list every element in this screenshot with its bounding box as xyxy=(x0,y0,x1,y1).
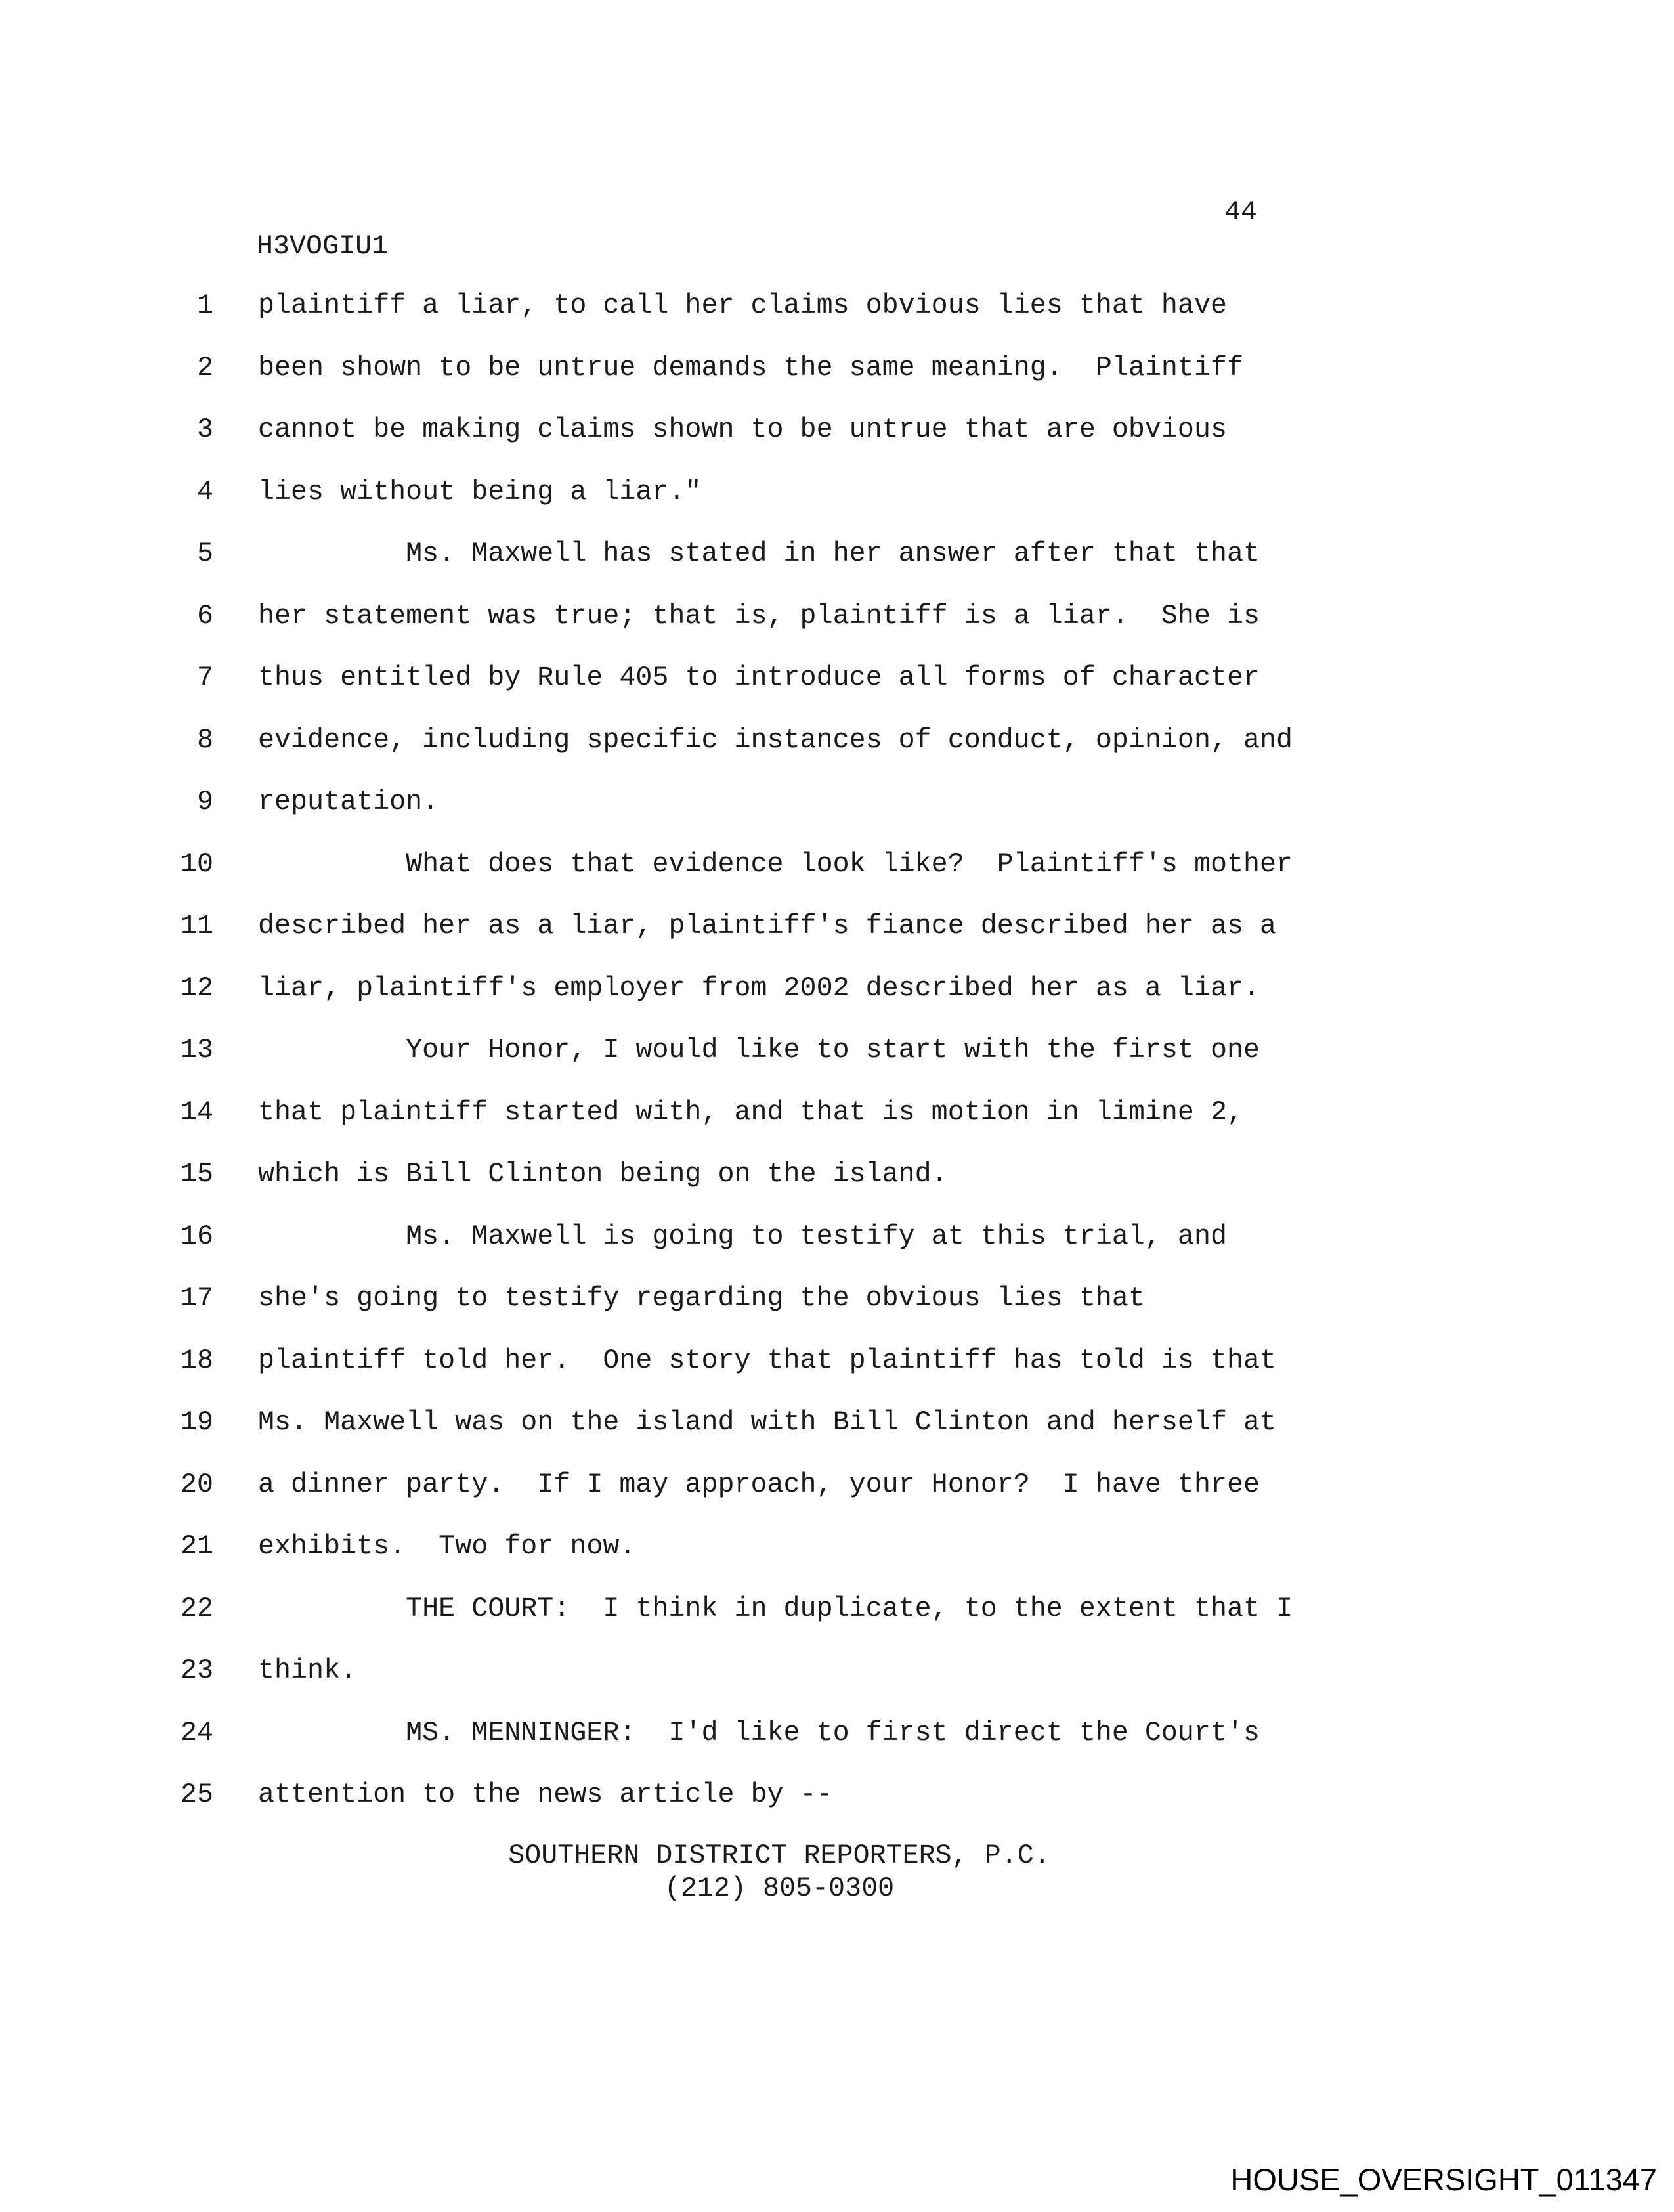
transcript-line xyxy=(0,647,1674,709)
line-text: she's going to testify regarding the obvious lies that xyxy=(258,1282,1145,1314)
session-id: H3VOGIU1 xyxy=(257,230,389,262)
transcript-line xyxy=(0,1267,1674,1330)
line-text: attention to the news article by -- xyxy=(258,1779,833,1810)
transcript-line xyxy=(0,523,1674,585)
line-text: What does that evidence look like? Plaintiff's mother xyxy=(258,848,1293,880)
transcript-line xyxy=(0,461,1674,523)
line-text: a dinner party. If I may approach, your Honor? I have three xyxy=(258,1468,1260,1500)
line-number: 24 xyxy=(180,1716,213,1748)
transcript-line xyxy=(0,1019,1674,1081)
line-text: MS. MENNINGER: I'd like to first direct the Court's xyxy=(258,1716,1260,1748)
line-text: her statement was true; that is, plaintiff is a liar. She is xyxy=(258,599,1260,632)
transcript-line xyxy=(0,957,1674,1020)
line-text: exhibits. Two for now. xyxy=(258,1530,636,1562)
bates-stamp: HOUSE_OVERSIGHT_011347 xyxy=(1230,2162,1657,2197)
line-text: Your Honor, I would like to start with the first one xyxy=(258,1034,1260,1066)
line-number: 2 xyxy=(196,351,213,383)
line-number: 23 xyxy=(180,1655,213,1686)
transcript-line xyxy=(0,1081,1674,1144)
transcript-line xyxy=(0,1764,1674,1826)
line-number: 14 xyxy=(180,1096,213,1128)
line-number: 17 xyxy=(180,1282,213,1314)
transcript-body xyxy=(0,274,1674,1826)
line-number: 7 xyxy=(196,662,213,693)
transcript-line xyxy=(0,274,1674,337)
line-number: 22 xyxy=(180,1592,213,1624)
line-text: that plaintiff started with, and that is motion in limine 2, xyxy=(258,1096,1243,1128)
line-number: 10 xyxy=(180,848,213,880)
line-number: 3 xyxy=(196,414,213,445)
transcript-line xyxy=(0,1578,1674,1640)
line-text: which is Bill Clinton being on the island. xyxy=(258,1158,948,1190)
line-text: described her as a liar, plaintiff's fiance described her as a xyxy=(258,910,1277,942)
transcript-line xyxy=(0,1515,1674,1578)
line-number: 18 xyxy=(180,1344,213,1376)
line-text: Ms. Maxwell is going to testify at this trial, and xyxy=(258,1220,1227,1252)
transcript-line xyxy=(0,833,1674,896)
line-number: 20 xyxy=(180,1468,213,1500)
transcript-line xyxy=(0,1205,1674,1268)
transcript-line xyxy=(0,709,1674,771)
line-text: liar, plaintiff's employer from 2002 described her as a liar. xyxy=(258,972,1260,1004)
line-number: 1 xyxy=(196,290,213,321)
line-number: 21 xyxy=(180,1530,213,1562)
line-number: 11 xyxy=(180,910,213,942)
line-text: lies without being a liar." xyxy=(258,475,702,508)
line-number: 12 xyxy=(180,972,213,1004)
line-number: 5 xyxy=(196,538,213,569)
reporter-footer xyxy=(0,1839,1558,1905)
line-number: 19 xyxy=(180,1406,213,1438)
line-number: 25 xyxy=(180,1779,213,1810)
line-text: cannot be making claims shown to be untrue that are obvious xyxy=(258,414,1227,445)
transcript-line xyxy=(0,1143,1674,1205)
transcript-line xyxy=(0,1639,1674,1702)
line-number: 16 xyxy=(180,1220,213,1252)
transcript-line xyxy=(0,1330,1674,1392)
line-text: plaintiff told her. One story that plaintiff has told is that xyxy=(258,1344,1277,1376)
line-number: 15 xyxy=(180,1158,213,1190)
transcript-line xyxy=(0,1702,1674,1764)
page-number: 44 xyxy=(1224,196,1257,228)
line-text: think. xyxy=(258,1655,357,1686)
transcript-line xyxy=(0,895,1674,957)
reporter-name: SOUTHERN DISTRICT REPORTERS, P.C. xyxy=(508,1840,1050,1871)
line-text: THE COURT: I think in duplicate, to the extent that I xyxy=(258,1592,1293,1624)
line-text: evidence, including specific instances of conduct, opinion, and xyxy=(258,724,1293,756)
line-number: 9 xyxy=(196,786,213,817)
line-text: thus entitled by Rule 405 to introduce all forms of character xyxy=(258,662,1260,693)
transcript-line xyxy=(0,399,1674,461)
line-text: reputation. xyxy=(258,786,439,817)
line-text: Ms. Maxwell has stated in her answer after that that xyxy=(258,538,1260,569)
line-text: Ms. Maxwell was on the island with Bill Clinton and herself at xyxy=(258,1406,1277,1438)
transcript-line xyxy=(0,1454,1674,1516)
transcript-line xyxy=(0,337,1674,399)
line-number: 6 xyxy=(196,599,213,632)
reporter-phone: (212) 805-0300 xyxy=(664,1873,895,1904)
transcript-line xyxy=(0,585,1674,647)
transcript-line xyxy=(0,1391,1674,1454)
line-number: 4 xyxy=(196,475,213,508)
line-text: been shown to be untrue demands the same meaning. Plaintiff xyxy=(258,351,1243,383)
transcript-line xyxy=(0,771,1674,833)
line-text: plaintiff a liar, to call her claims obvious lies that have xyxy=(258,290,1227,321)
line-number: 13 xyxy=(180,1034,213,1066)
line-number: 8 xyxy=(196,724,213,756)
